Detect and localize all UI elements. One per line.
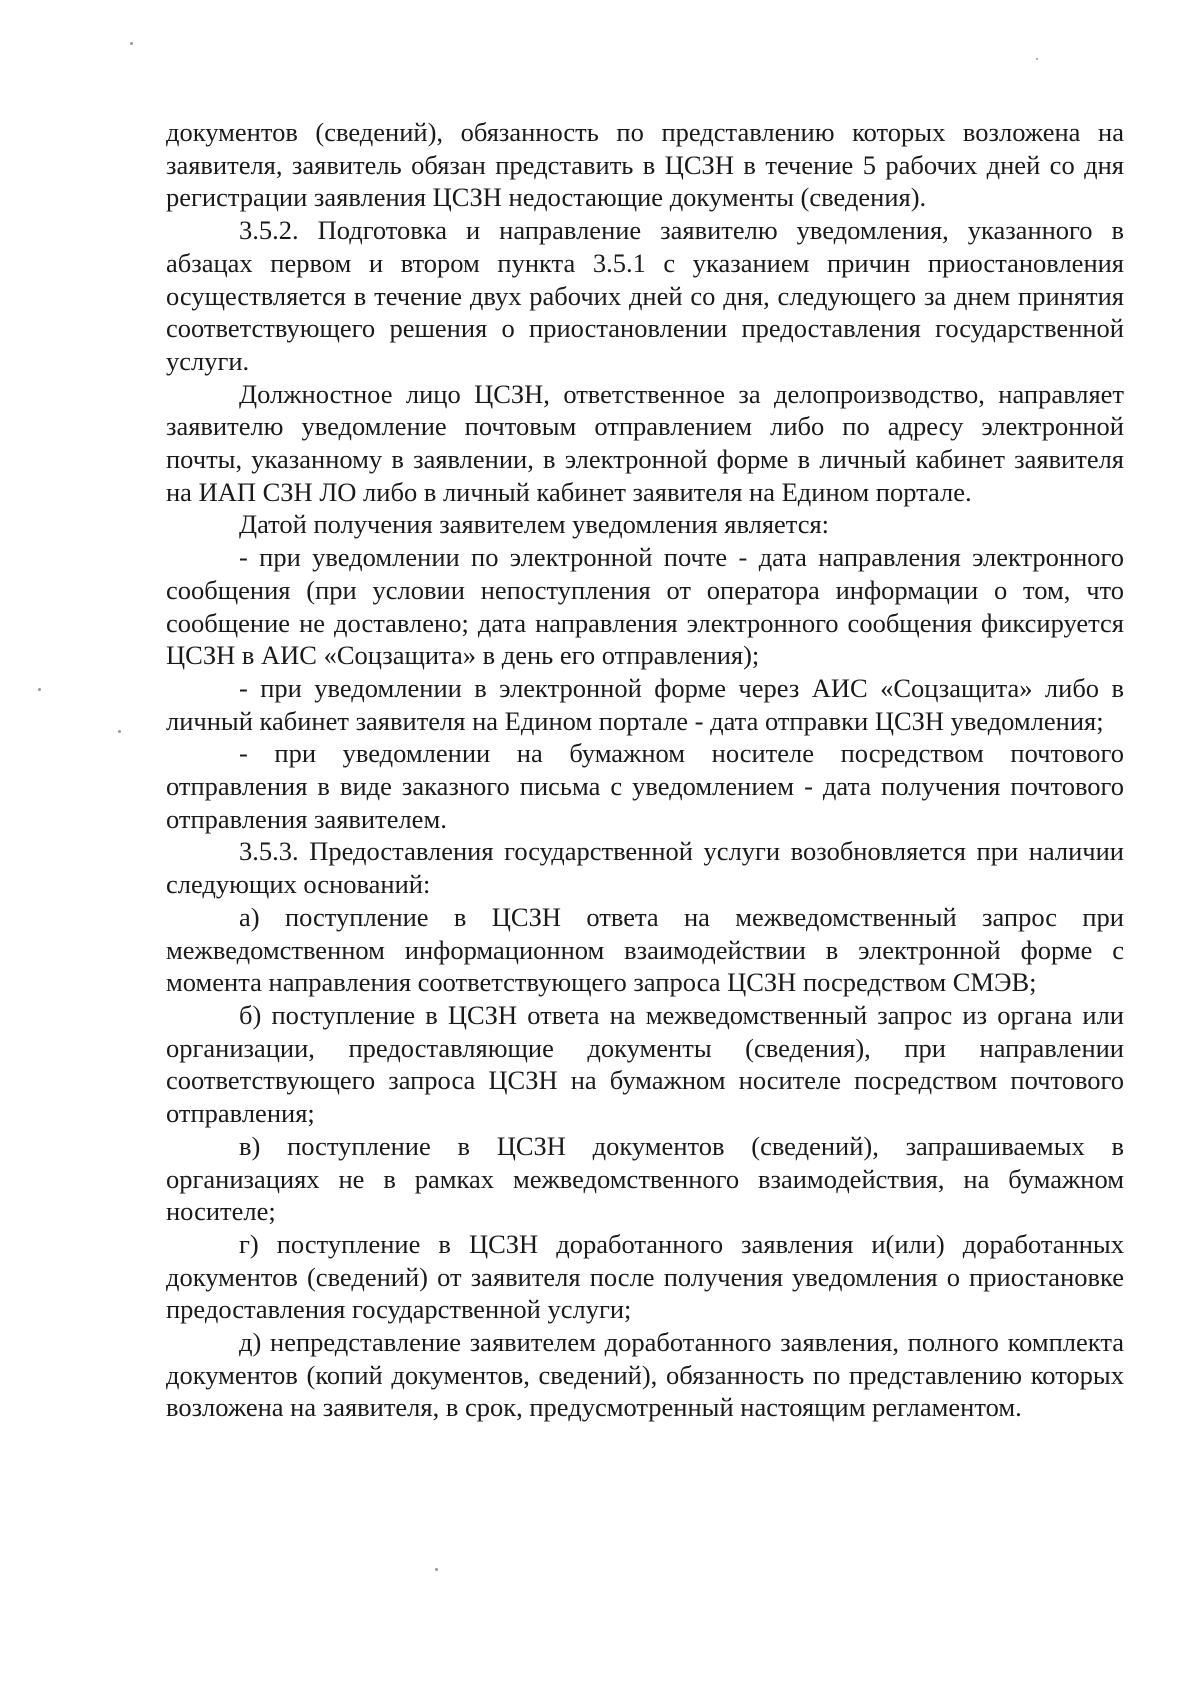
list-item-b: б) поступление в ЦСЗН ответа на межведомственный запрос из органа или организации, предоставляющие документы (сведения), при направлении соответствующего запроса ЦСЗН на бумажном носителе посредством почтового отправления;	[166, 999, 1124, 1129]
paragraph-3-5-2: 3.5.2. Подготовка и направление заявителю уведомления, указанного в абзацах первом и втором пункта 3.5.1 с указанием причин приостановления осуществляется в течение двух рабочих дней со дня, следующего за днем принятия соответствующего решения о приостановлении предоставления государственной услуги.	[166, 215, 1124, 376]
scan-speck	[130, 42, 133, 45]
document-page	[166, 116, 1124, 1424]
list-item-electronic: - при уведомлении в электронной форме через АИС «Соцзащита» либо в личный кабинет заявителя на Едином портале - дата отправки ЦСЗН уведомления;	[166, 672, 1124, 736]
list-item-a: а) поступление в ЦСЗН ответа на межведомственный запрос при межведомственном информационном взаимодействии в электронной форме с момента направления соответствующего запроса ЦСЗН посредством СМЭВ;	[166, 901, 1124, 998]
list-item-email: - при уведомлении по электронной почте - дата направления электронного сообщения (при условии непоступления от оператора информации о том, что сообщение не доставлено; дата направления электронного сообщения фиксируется ЦСЗН в АИС «Соцзащита» в день его отправления);	[166, 542, 1124, 671]
scan-speck	[435, 1568, 438, 1571]
scan-speck	[1036, 58, 1038, 60]
scan-speck	[38, 688, 41, 691]
scan-speck	[118, 730, 121, 733]
paragraph-receipt-date: Датой получения заявителем уведомления является:	[239, 509, 830, 540]
list-item-d: д) непредставление заявителем доработанного заявления, полного комплекта документов (копий документов, сведений), обязанность по представлению которых возложена на заявителя, в срок, предусмотренный настоящим регламентом.	[166, 1327, 1124, 1423]
list-item-g: г) поступление в ЦСЗН доработанного заявления и(или) доработанных документов (сведений) от заявителя после получения уведомления о приостановке предоставления государственной услуги;	[166, 1228, 1124, 1325]
paragraph-3-5-3: 3.5.3. Предоставления государственной услуги возобновляется при наличии следующих оснований:	[166, 836, 1124, 900]
list-item-v: в) поступление в ЦСЗН документов (сведений), запрашиваемых в организациях не в рамках межведомственного взаимодействия, на бумажном носителе;	[166, 1130, 1124, 1227]
list-item-paper: - при уведомлении на бумажном носителе посредством почтового отправления в виде заказного письма с уведомлением - дата получения почтового отправления заявителем.	[166, 738, 1124, 834]
paragraph-official: Должностное лицо ЦСЗН, ответственное за делопроизводство, направляет заявителю уведомление почтовым отправлением либо по адресу электронной почты, указанному в заявлении, в электронной форме в личный кабинет заявителя на ИАП СЗН ЛО либо в личный кабинет заявителя на Едином портале.	[166, 378, 1124, 507]
paragraph-continuation: документов (сведений), обязанность по представлению которых возложена на заявителя, заявитель обязан представить в ЦСЗН в течение 5 рабочих дней со дня регистрации заявления ЦСЗН недостающие документы (сведения).	[166, 117, 1124, 213]
